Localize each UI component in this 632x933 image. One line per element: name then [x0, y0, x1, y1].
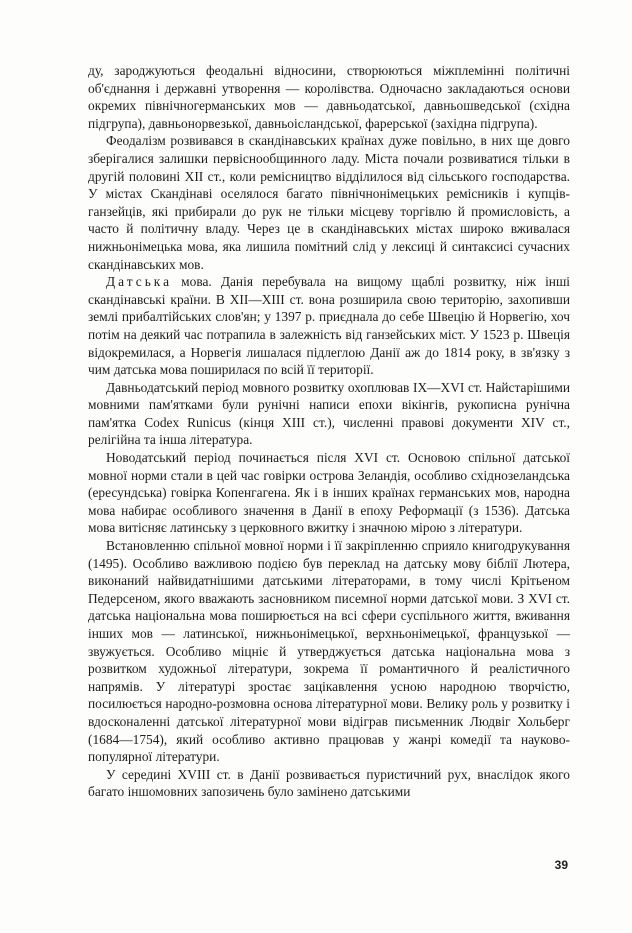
paragraph-2: Феодалізм розвивався в скандінавських країнах дуже повільно, в них ще довго зберігалися залишки первіснообщинного ладу. Міста почали розвиватися тільки в другій половині XII ст., коли ремісництво відділилося від сільського господарства. У містах Скандінаві оселялося багато північнонімецьких ремісників і купців-ганзейців, які прибирали до рук не тільки місцеву торгівлю й промисловість, а часто й політичну владу. Через це в скандінавських містах широко вживалася нижньонімецька мова, яка лишила помітний слід у лексиці й синтаксисі сучасних скандінавських мов. — [88, 133, 570, 272]
page-number: 39 — [554, 858, 568, 872]
danish-language-heading: Датська — [106, 274, 173, 290]
paragraph-3 — [88, 273, 570, 379]
paragraph-4: Давньодатський період мовного розвитку охоплював IX—XVI ст. Найстарішими мовними пам'ятками були рунічні написи епохи вікінгів, рукописна рунічна пам'ятка Codex Runicus (кінця XIII ст.), численні правові документи XIV ст., релігійна та інша література. — [88, 379, 570, 448]
paragraph-6: Встановленню спільної мовної норми і її закріпленню сприяло книгодрукування (1495). Особливо важливою подією був переклад на датську мову біблії Лютера, виконаний найвидатнішими датськими літераторами, в тому числі Крітьеном Педерсеном, якого вважають засновником писемної норми датської мови. З XVI ст. датська національна мова поширюється на всі сфери суспільного життя, вживання інших мов — латинської, нижньонімецької, верхньонімецької, французької — звужується. Особливо міцніє й утверджується датська національна мова з розвитком художньої літератури, зокрема її романтичного й реалістичного напрямів. У літературі зростає зацікавлення усною народною творчістю, посилюється народно-розмовна основа літературної мови. Велику роль у розвитку і вдосконаленні датської літературної мови відіграв письменник Людвіг Хольберг (1684—1754), який особливо активно працював у жанрі комедії та науково-популярної літератури. — [88, 538, 570, 765]
paragraph-3-body: мова. Данія перебувала на вищому щаблі розвитку, ніж інші скандінавські країни. В XII—XIII ст. вона розширила свою територію, захопивши землі прибалтійських слов'ян; у 1397 р. приєднала до себе Швецію й Норвегію, хоч потім на деякий час потрапила в залежність від ганзейських міст. У 1523 р. Швеція відокремилася, а Норвегія лишалася підлеглою Данії аж до 1814 року, в зв'язку з чим датська мова поширилася по всій її території. — [88, 274, 570, 378]
paragraph-7: У середині XVIII ст. в Данії розвивається пуристичний рух, внаслідок якого багато іншомовних запозичень було замінено датськими — [88, 766, 570, 800]
paragraph-1: ду, зароджуються феодальні відносини, створюються міжплемінні політичні об'єднання і державні утворення — королівства. Одночасно закладаються основи окремих північногерманських мов — давньодатської, давньошведської (східна підгрупа), давньонорвезької, давньоісландської, фарерської (західна підгрупа). — [88, 63, 570, 131]
paragraph-5: Новодатський період починається після XVI ст. Основою спільної датської мовної норми стали в цей час говірки острова Зеландія, особливо східнозеландська (ересундська) говірка Копенгагена. Як і в інших країнах германських мов, народна мова набирає особливого значення в Данії в епоху Реформації (з 1536). Датська мова витісняє латинську з церковного вжитку і значною мірою з літератури. — [88, 450, 570, 536]
